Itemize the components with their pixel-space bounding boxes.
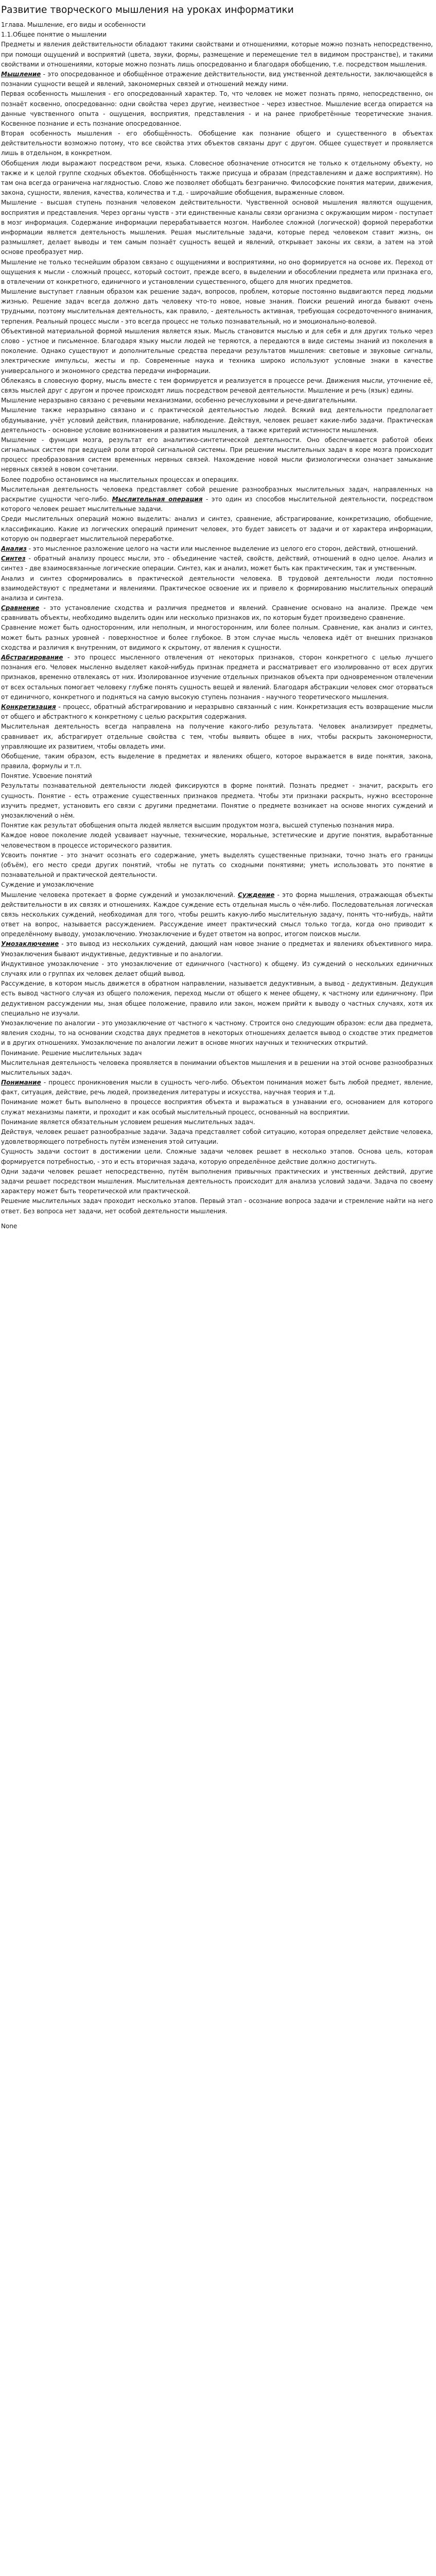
paragraph-text: Анализ и синтез сформировались в практической деятельности человека. В трудовой деятельности люди постоянно взаимодействуют с предметами и явлениями. Практическое освоение их и привело к формированию мыслительных операций анализа и синтеза. <box>1 574 433 602</box>
paragraph <box>1 959 433 979</box>
paragraph <box>1 258 433 287</box>
term-emphasis: Абстрагирование <box>1 654 63 662</box>
paragraph-text: Мышление человека протекает в форме суждений и умозаключений. <box>1 891 238 899</box>
paragraph-text: Рассуждение, в котором мысль движется в обратном направлении, называется дедуктивным, а вывод - дедуктивным. Дедукция есть вывод частного случая из общего положения, переход мысли от общего к менее общему, к частному или единичному. При дедуктивном рассуждении мы, зная общее положение, правило или закон, можем прийти к выводу о частных случаях, хотя их специально не изучали. <box>1 980 433 1017</box>
term-emphasis: Понимание <box>1 1079 41 1087</box>
paragraph-text: - это опосредованное и обобщённое отражение действительности, вид умственной деятельности, заключающейся в познании сущности вещей и явлений, закономерных связей и отношений между ними. <box>1 70 433 88</box>
paragraph-text: Действуя, человек решает разнообразные задачи. Задача представляет собой ситуацию, которая определяет действие человека, удовлетворяющего потребность путём изменения этой ситуации. <box>1 1128 433 1146</box>
paragraph <box>1 771 433 781</box>
paragraph <box>1 287 433 327</box>
paragraph-text: Суждение и умозаключение <box>1 881 94 889</box>
paragraph-text: Предметы и явления действительности обладают такими свойствами и отношениями, которые можно познать непосредственно, при помощи ощущений и восприятий (цвета, звуки, формы, размещение и перемещение тел в видимом пространстве), и такими свойствами и отношениями, которые можно познать лишь опосредованно и благодаря обобщению, т.е. посредством мышления. <box>1 41 433 68</box>
paragraph <box>1 752 433 771</box>
paragraph <box>1 1019 433 1048</box>
paragraph <box>1 1117 433 1127</box>
term-emphasis: Умозаключение <box>1 940 59 948</box>
paragraph-text: - это мысленное разложение целого на части или мысленное выделение из целого его сторон, действий, отношений. <box>26 545 418 552</box>
paragraph <box>1 435 433 475</box>
paragraph-text: Сравнение может быть односторонним, или неполным, и многосторонним, или более полным. Сравнение, как анализ и синтез, может быть разных уровней - поверхностное и более глубокое. В этом случае мысль человека идёт от внешних признаков сходства и различия к внутренним, от видимого к скрытому, от явления к сущности. <box>1 624 433 651</box>
paragraph <box>1 485 433 515</box>
paragraph-text: Облекаясь в словесную форму, мысль вместе с тем формируется и реализуется в процессе речи. Движения мысли, уточнение её, связь мыслей друг с другом и прочее происходят лишь посредством речевой деятельности. Мышление и речь (язык) едины. <box>1 377 433 394</box>
paragraph-text: Одни задачи человек решает непосредственно, путём выполнения привычных практических и умственных действий, другие задачи решает посредством мышления. Мыслительная деятельность происходит для анализа условий задачи. Задача по своему характеру может быть теоретической или практической. <box>1 1167 433 1195</box>
paragraph-text: Индуктивное умозаключение - это умозаключение от единичного (частного) к общему. Из суждений о нескольких единичных случаях или о группах их человек делает общий вывод. <box>1 960 433 978</box>
paragraph <box>1 821 433 831</box>
paragraph <box>1 890 433 940</box>
paragraph <box>1 1078 433 1097</box>
paragraph <box>1 1127 433 1147</box>
paragraph <box>1 939 433 959</box>
paragraph-text: Среди мыслительных операций можно выделить: анализ и синтез, сравнение, абстрагирование, конкретизацию, обобщение, классификацию. Какие из логических операций применит человек, это будет зависеть от задачи и от характера информации, которую он подвергает мыслительной переработке. <box>1 515 433 543</box>
paragraph <box>1 831 433 850</box>
paragraph <box>1 159 433 198</box>
paragraph <box>1 475 433 485</box>
paragraph-text: Понятие. Усвоение понятий <box>1 772 92 780</box>
paragraph-text: Усвоить понятие - это значит осознать его содержание, уметь выделять существенные признаки, точно знать его границы (объём), его место среди других понятий, чтобы не путать со сходными понятиями; уметь использовать это понятие в познавательной и практической деятельности. <box>1 851 433 879</box>
paragraph-text: Мышление - высшая ступень познания человеком действительности. Чувственной основой мышления являются ощущения, восприятия и представления. Через органы чувств - эти единственные каналы связи организма с окружающим миром - поступает в мозг информация. Содержание информации перерабатывается мозгом. Наиболее сложной (логической) формой переработки информации является деятельность мышления. Решая мыслительные задачи, которые перед человеком ставит жизнь, он размышляет, делает выводы и тем самым познаёт сущность вещей и явлений, открывает законы их связи, а затем на этой основе преобразует мир. <box>1 199 433 256</box>
paragraph-text: - процесс проникновения мысли в сущность чего-либо. Объектом понимания может быть любой предмет, явление, факт, ситуация, действие, речь людей, произведения литературы и искусства, научная теория и т.д. <box>1 1079 433 1096</box>
paragraph <box>1 376 433 396</box>
paragraph-text: Понимание является обязательным условием решения мыслительных задач. <box>1 1118 255 1126</box>
document-title: Развитие творческого мышления на уроках информатики <box>1 5 294 15</box>
paragraph <box>1 1167 433 1197</box>
paragraph <box>1 1196 433 1216</box>
document-body <box>1 40 433 1216</box>
paragraph <box>1 781 433 821</box>
paragraph-text: Обобщение, таким образом, есть выделение в предметах и явлениях общего, которое выражается в виде понятия, закона, правила, формулы и т.п. <box>1 752 433 770</box>
document-footer: None <box>1 1222 18 1230</box>
term-emphasis: Сравнение <box>1 604 40 612</box>
paragraph-text: Мышление не только теснейшим образом связано с ощущениями и восприятиями, но оно формируется на основе их. Переход от ощущения к мысли - сложный процесс, который состоит, прежде всего, в выделении и обособлении предмета или признака его, в отвлечении от конкретного, единичного и установлении существенного, общего для многих предметов. <box>1 258 433 285</box>
term-emphasis: Суждение <box>238 891 275 899</box>
paragraph <box>1 1048 433 1058</box>
paragraph <box>1 574 433 604</box>
paragraph <box>1 405 433 435</box>
paragraph-text: - это установление сходства и различия предметов и явлений. Сравнение основано на анализе. Прежде чем сравнивать объекты, необходимо выделить один или несколько признаков их, по которым будет произведено сравнение. <box>1 604 433 622</box>
paragraph <box>1 327 433 376</box>
paragraph-text: Мыслительная деятельность всегда направлена на получение какого-либо результата. Человек анализирует предметы, сравнивает их, абстрагирует отдельные свойства с тем, чтобы выявить общее в них, чтобы раскрыть закономерности, управляющие их развитием, чтобы овладеть ими. <box>1 723 433 750</box>
term-emphasis: Мышление <box>1 70 41 78</box>
paragraph-text: Более подробно остановимся на мыслительных процессах и операциях. <box>1 476 239 483</box>
paragraph <box>1 544 433 554</box>
paragraph <box>1 129 433 159</box>
paragraph <box>1 198 433 257</box>
paragraph <box>1 979 433 1019</box>
paragraph-text: Понятие как результат обобщения опыта людей является высшим продуктом мозга, высшей ступенью познания мира. <box>1 822 394 829</box>
paragraph-text: Объективной материальной формой мышления является язык. Мысль становится мыслью и для себя и для других только через слово - устное и письменное. Благодаря языку мысли людей не теряются, а передаются в виде системы знаний из поколения в поколение. Однако существуют и дополнительные средства передачи результатов мышления: световые и звуковые сигналы, электрические импульсы, жесты и пр. Современные наука и техника широко используют условные знаки в качестве универсального и экономного средства передачи информации. <box>1 327 433 375</box>
paragraph-text: Мышление - функция мозга, результат его аналитико-синтетической деятельности. Оно обеспечивается работой обеих сигнальных систем при ведущей роли второй сигнальной системы. При решении мыслительных задач в коре мозга происходит процесс преобразования систем временных нервных связей. Нахождение новой мысли физиологически означает замыкание нервных связей в новом сочетании. <box>1 436 433 473</box>
paragraph-text: - процесс, обратный абстрагированию и неразрывно связанный с ним. Конкретизация есть возвращение мысли от общего и абстрактного к конкретному с целью раскрытия содержания. <box>1 703 433 721</box>
paragraph <box>1 1058 433 1078</box>
paragraph-text: Результаты познавательной деятельности людей фиксируются в форме понятий. Познать предмет - значит, раскрыть его сущность. Понятие - есть отражение существенных признаков предмета. Чтобы эти признаки раскрыть, нужно всесторонне изучить предмет, установить его связи с другими предметами. Понятие о предмете возникает на основе многих суждений и умозаключений о нём. <box>1 782 433 820</box>
paragraph <box>1 851 433 880</box>
paragraph <box>1 623 433 653</box>
paragraph <box>1 702 433 722</box>
paragraph <box>1 396 433 405</box>
paragraph-text: Умозаключение по аналогии - это умозаключение от частного к частному. Строится оно следующим образом: если два предмета, явления сходны, то на основании сходства двух предметов в некоторых отношениях делается вывод о сходстве этих предметов и в других отношениях. Умозаключение по аналогии лежит в основе многих научных и технических открытий. <box>1 1019 433 1047</box>
paragraph <box>1 1147 433 1166</box>
paragraph <box>1 40 433 70</box>
paragraph-text: Понимание. Решение мыслительных задач <box>1 1049 142 1057</box>
term-emphasis: Конкретизация <box>1 703 56 710</box>
paragraph-text: Сущность задачи состоит в достижении цели. Сложные задачи человек решает в несколько этапов. Основа цель, которая формируется потребностью, - это и есть вторичная задача, которую определённое действие должно достигнуть. <box>1 1148 433 1165</box>
paragraph <box>1 514 433 544</box>
paragraph-text: - это вывод из нескольких суждений, дающий нам новое знание о предметах и явлениях объективного мира. Умозаключения бывают индуктивные, дедуктивные и по аналогии. <box>1 940 433 958</box>
paragraph-text: Каждое новое поколение людей усваивает научные, технические, моральные, эстетические и другие понятия, выработанные человечеством в процессе исторического развития. <box>1 832 433 849</box>
term-emphasis: Мыслительная операция <box>112 496 203 503</box>
term-emphasis: Анализ <box>1 545 27 552</box>
paragraph <box>1 554 433 573</box>
paragraph-text: Мыслительная деятельность человека представляет собой решение разнообразных мыслительных задач, направленных на раскрытие сущности чего-либо. <box>1 485 433 503</box>
chapter-heading: 1глава. Мышление, его виды и особенности <box>1 21 146 29</box>
paragraph-text: Решение мыслительных задач проходит несколько этапов. Первый этап - осознание вопроса задачи и стремление найти на него ответ. Без вопроса нет задачи, нет особой деятельности мышления. <box>1 1197 433 1215</box>
paragraph <box>1 603 433 623</box>
paragraph-text: - это процесс мысленного отвлечения от некоторых признаков, сторон конкретного с целью лучшего познания его. Человек мысленно выделяет какой-нибудь признак предмета и рассматривает его изолированно от всех других признаков, временно отвлекаясь от них. Изолированное изучение отдельных признаков объекта при одновременном отвлечении от всех остальных помогает человеку глубже понять сущность вещей и явлений. Благодаря абстракции человек смог оторваться от единичного, конкретного и подняться на самую высокую ступень познания - научного теоретического мышления. <box>1 654 433 701</box>
paragraph-text: Обобщения люди выражают посредством речи, языка. Словесное обозначение относится не только к отдельному объекту, но также и к целой группе сходных объектов. Обобщённость также присуща и образам (представлениям и даже восприятиям). Но там она всегда ограничена наглядностью. Слово же позволяет обобщать безгранично. Философские понятия материи, движения, закона, сущности, явления, качества, количества и т.д. - широчайшие обобщения, выраженные словом. <box>1 159 433 197</box>
paragraph <box>1 89 433 129</box>
paragraph-text: - это форма мышления, отражающая объекты действительности в их связях и отношениях. Каждое суждение есть отдельная мысль о чём-либо. Последовательная логическая связь нескольких суждений, необходимая для того, чтобы решить какую-либо мыслительную задачу, понять что-нибудь, найти ответ на вопрос, называется рассуждением. Рассуждение имеет практический смысл только тогда, когда оно приводит к определённому выводу, умозаключению. Умозаключение и будет ответом на вопрос, итогом поисков мысли. <box>1 891 433 938</box>
paragraph-text: Вторая особенность мышления - его обобщённость. Обобщение как познание общего и существенного в объектах действительности возможно потому, что все свойства этих объектов связаны друг с другом. Общее существует и проявляется лишь в отдельном, в конкретном. <box>1 130 433 157</box>
paragraph-text: Мышление выступает главным образом как решение задач, вопросов, проблем, которые постоянно выдвигаются перед людьми жизнью. Решение задач всегда должно дать человеку что-то новое, новые знания. Поиски решений иногда бывают очень трудными, поэтому мыслительная деятельность, как правило, - деятельность активная, требующая сосредоточенного внимания, терпения. Реальный процесс мысли - это всегда процесс не только познавательный, но и эмоционально-волевой. <box>1 288 433 325</box>
paragraph <box>1 722 433 752</box>
paragraph <box>1 653 433 702</box>
paragraph <box>1 70 433 89</box>
paragraph <box>1 1097 433 1117</box>
paragraph-text: Мыслительная деятельность человека проявляется в понимании объектов мышления и в решении на этой основе разнообразных мыслительных задач. <box>1 1059 433 1076</box>
paragraph-text: - это один из способов мыслительной деятельности, посредством которого человек решает мыслительные задачи. <box>1 496 433 513</box>
paragraph-text: Первая особенность мышления - его опосредованный характер. То, что человек не может познать прямо, непосредственно, он познаёт косвенно, опосредованно: одни свойства через другие, неизвестное - через известное. Мышление всегда опирается на данные чувственного опыта - ощущения, восприятия, представления - и на ранее приобретённые теоретические знания. Косвенное познание и есть познание опосредованное. <box>1 90 433 127</box>
paragraph <box>1 880 433 890</box>
term-emphasis: Синтез <box>1 555 26 563</box>
section-heading: 1.1.Общее понятие о мышлении <box>1 31 107 39</box>
paragraph-text: Понимание может быть выполнено в процессе восприятия объекта и выражаться в узнавании его, основанием для которого служат механизмы памяти, и проходит и как особый мыслительный процесс, основанный на восприятии. <box>1 1098 433 1116</box>
paragraph-text: Мышление неразрывно связано с речевыми механизмами, особенно речеслуховыми и рече-двигательными. <box>1 397 357 404</box>
paragraph-text: - обратный анализу процесс мысли, это - объединение частей, свойств, действий, отношений в одно целое. Анализ и синтез - две взаимосвязанные логические операции. Синтез, как и анализ, может быть как практическим, так и умственным. <box>1 555 433 572</box>
document-page <box>0 0 436 1236</box>
paragraph-text: Мышление также неразрывно связано и с практической деятельностью людей. Всякий вид деятельности предполагает обдумывание, учёт условий действия, планирование, наблюдение. Действуя, человек решает какие-либо задачи. Практическая деятельность - основное условие возникновения и развития мышления, а также критерий истинности мышления. <box>1 406 433 434</box>
